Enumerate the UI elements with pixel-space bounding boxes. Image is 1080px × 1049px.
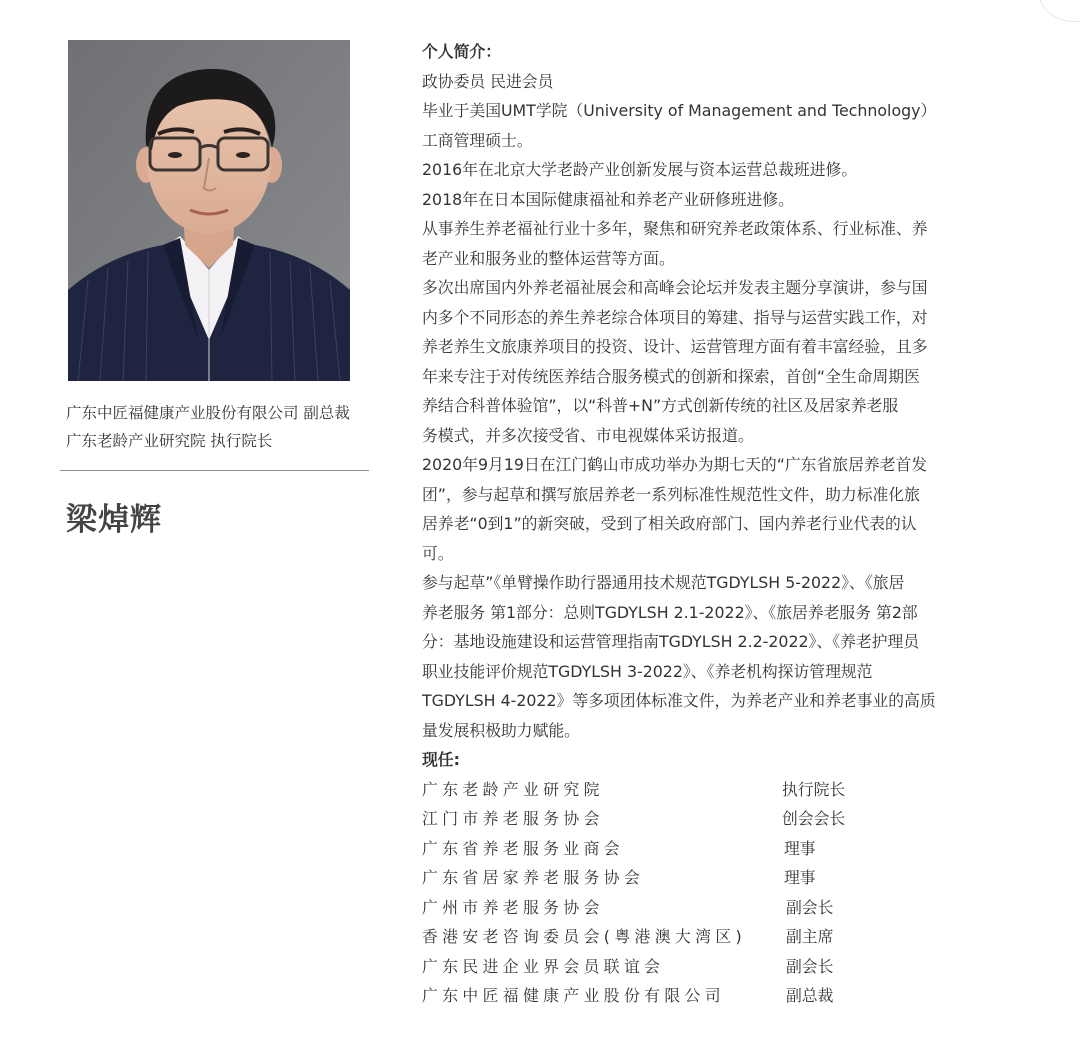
intro-text xyxy=(422,67,962,746)
intro-line: 2020年9月19日在江门鹤山市成功举办为期七天的“广东省旅居养老首发 xyxy=(422,455,928,474)
position-role: 理事 xyxy=(784,838,816,858)
intro-line: 职业技能评价规范TGDYLSH 3-2022》、《养老机构探访管理规范 xyxy=(422,661,873,681)
person-name: 梁焯辉 xyxy=(66,502,162,538)
position-organization: 广州市养老服务协会 xyxy=(422,897,604,917)
intro-line: 分：基地设施建设和运营管理指南TGDYLSH 2.2-2022》、《养老护理员 xyxy=(422,632,920,651)
intro-line: 2016年在北京大学老龄产业创新发展与资本运营总裁班进修。 xyxy=(422,160,858,179)
position-role: 副总裁 xyxy=(786,986,834,1005)
intro-heading: 个人简介： xyxy=(422,42,501,61)
intro-line: 毕业于美国UMT学院（University of Management and Technology） xyxy=(422,101,937,120)
intro-line: 团”，参与起草和撰写旅居养老一系列标准性规范性文件，助力标准化旅 xyxy=(422,484,920,504)
intro-line: 参与起草”《单臂操作助行器通用技术规范TGDYLSH 5-2022》、《旅居 xyxy=(422,573,905,592)
intro-line: 居养老“0到1”的新突破，受到了相关政府部门、国内养老行业代表的认 xyxy=(422,514,917,533)
intro-line: 务模式，并多次接受省、市电视媒体采访报道。 xyxy=(422,425,754,445)
position-organization: 广东中匠福健康产业股份有限公司 xyxy=(422,986,725,1005)
biography-column xyxy=(422,37,962,1011)
intro-line: 内多个不同形态的养生养老综合体项目的筹建、指导与运营实践工作，对 xyxy=(422,307,928,327)
position-row xyxy=(422,804,962,834)
divider xyxy=(60,470,369,471)
position-role: 理事 xyxy=(784,868,816,887)
intro-line: TGDYLSH 4-2022》等多项团体标准文件，为养老产业和养老事业的高质 xyxy=(422,691,936,710)
position-role: 副主席 xyxy=(786,927,834,946)
position-organization: 广东老龄产业研究院 xyxy=(422,779,604,799)
intro-line: 从事养生养老福祉行业十多年，聚焦和研究养老政策体系、行业标准、养 xyxy=(422,219,928,238)
profile-title-line: 广东老龄产业研究院 执行院长 xyxy=(66,432,273,450)
position-organization: 广东省养老服务业商会 xyxy=(422,838,624,858)
portrait-photo xyxy=(68,40,350,381)
position-organization: 江门市养老服务协会 xyxy=(422,809,604,828)
intro-line: 老产业和服务业的整体运营等方面。 xyxy=(422,248,675,268)
position-organization: 广东民进企业界会员联谊会 xyxy=(422,956,665,976)
decorative-corner-arc xyxy=(1038,0,1080,22)
intro-line: 2018年在日本国际健康福祉和养老产业研修班进修。 xyxy=(422,189,794,209)
position-row xyxy=(422,863,962,893)
intro-line: 工商管理硕士。 xyxy=(422,130,533,150)
profile-titles xyxy=(66,399,386,455)
position-row xyxy=(422,775,962,805)
position-role: 执行院长 xyxy=(782,779,846,799)
position-organization: 香港安老咨询委员会(粤港澳大湾区) xyxy=(422,927,747,946)
position-row xyxy=(422,834,962,864)
current-heading: 现任: xyxy=(422,750,460,769)
position-row xyxy=(422,981,962,1011)
intro-line: 年来专注于对传统医养结合服务模式的创新和探索，首创“全生命周期医 xyxy=(422,366,920,386)
position-row xyxy=(422,922,962,952)
position-organization: 广东省居家养老服务协会 xyxy=(422,868,645,887)
position-row xyxy=(422,952,962,982)
positions-list xyxy=(422,775,962,1011)
profile-title-line: 广东中匠福健康产业股份有限公司 副总裁 xyxy=(66,404,350,422)
position-row xyxy=(422,893,962,923)
position-role: 创会会长 xyxy=(782,809,846,828)
intro-line: 量发展积极助力赋能。 xyxy=(422,720,580,740)
position-role: 副会长 xyxy=(786,956,834,976)
intro-line: 养结合科普体验馆”，以“科普+N”方式创新传统的社区及居家养老服 xyxy=(422,396,899,415)
position-role: 副会长 xyxy=(786,897,834,917)
intro-line: 养老养生文旅康养项目的投资、设计、运营管理方面有着丰富经验，且多 xyxy=(422,337,928,356)
intro-line: 政协委员 民进会员 xyxy=(422,71,554,91)
intro-line: 养老服务 第1部分：总则TGDYLSH 2.1-2022》、《旅居养老服务 第2部 xyxy=(422,602,918,622)
intro-line: 多次出席国内外养老福祉展会和高峰会论坛并发表主题分享演讲，参与国 xyxy=(422,278,928,297)
intro-line: 可。 xyxy=(422,543,454,563)
